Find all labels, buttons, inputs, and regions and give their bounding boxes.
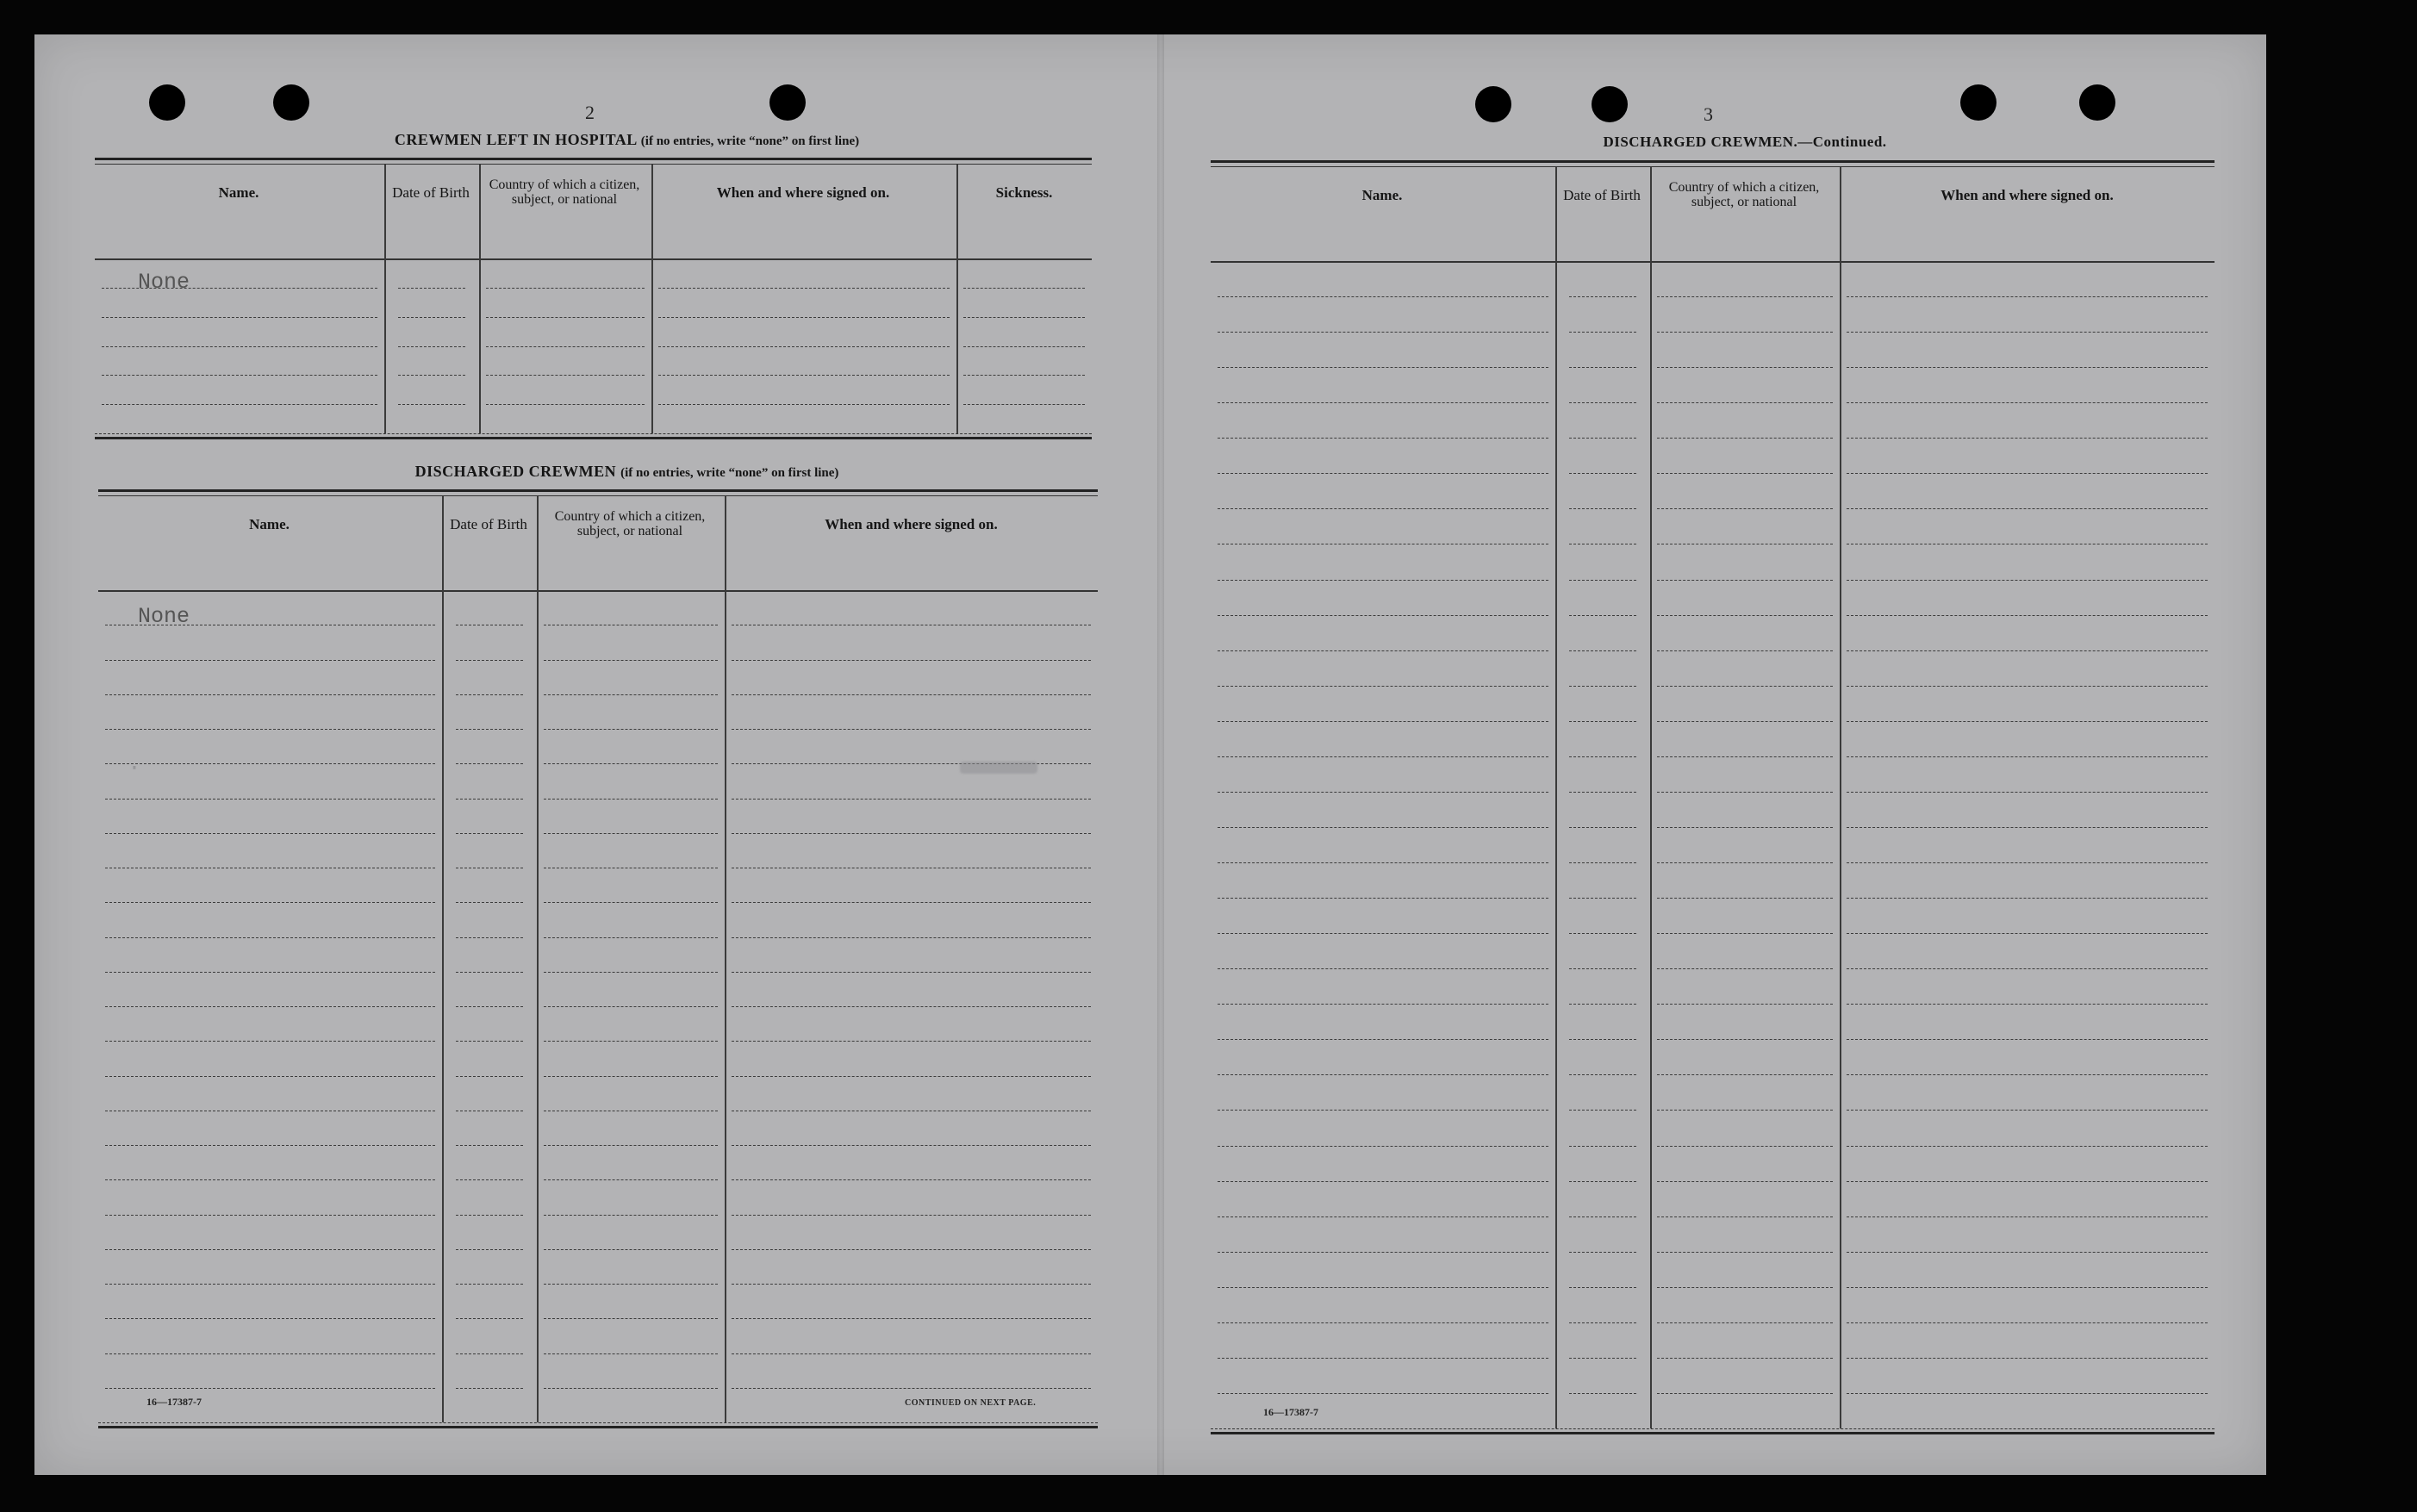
ruled-line: [1657, 968, 1833, 969]
ruled-line: [963, 288, 1085, 289]
ruled-line: [1218, 862, 1548, 863]
ruled-line: [456, 1353, 523, 1354]
ruled-line: [544, 1076, 718, 1077]
column-separator: [537, 496, 539, 1422]
ruled-line: [732, 1076, 1091, 1077]
ruled-line: [1847, 686, 2208, 687]
table-bottom-rule: [95, 433, 1092, 439]
ruled-line: [544, 729, 718, 730]
ruled-line: [1218, 756, 1548, 757]
ruled-line: [456, 799, 523, 800]
ruled-line: [456, 1041, 523, 1042]
ruled-line: [456, 1388, 523, 1389]
punch-hole: [769, 84, 806, 121]
ruled-line: [732, 1145, 1091, 1146]
ruled-line: [1569, 933, 1636, 934]
ruled-line: [105, 1179, 435, 1180]
header-name: Name.: [249, 515, 290, 532]
ruled-line: [456, 1076, 523, 1077]
ruled-line: [105, 937, 435, 938]
hospital-title-instruction: (if no entries, write “none” on first line): [640, 134, 860, 148]
ruled-line: [1657, 1216, 1833, 1217]
ruled-line: [1218, 1393, 1548, 1394]
ruled-line: [105, 660, 435, 661]
ruled-line: [456, 1318, 523, 1319]
ruled-line: [1218, 580, 1548, 581]
ruled-line: [1218, 1039, 1548, 1040]
faint-stamp-mark: ∙: [128, 755, 141, 781]
ruled-line: [544, 799, 718, 800]
ruled-line: [963, 404, 1085, 405]
ruled-line: [1657, 402, 1833, 403]
header-date-of-birth: Date of Birth: [1563, 186, 1641, 203]
header-signed-on: When and where signed on.: [825, 515, 998, 532]
ruled-line: [1657, 1358, 1833, 1359]
punch-hole: [1475, 86, 1511, 122]
ruled-line: [1847, 473, 2208, 474]
header-name: Name.: [1361, 186, 1403, 203]
column-separator: [1840, 167, 1841, 1428]
ruled-line: [105, 833, 435, 834]
ruled-line: [1657, 1252, 1833, 1253]
ruled-line: [1657, 650, 1833, 651]
ruled-line: [456, 763, 523, 764]
discharged-table-right: [1211, 160, 2215, 1440]
header-sickness: Sickness.: [995, 184, 1053, 201]
ruled-line: [105, 1388, 435, 1389]
table-top-rule: [98, 489, 1098, 496]
ruled-line: [486, 404, 645, 405]
ruled-line: [1218, 721, 1548, 722]
ruled-line: [732, 1284, 1091, 1285]
ruled-line: [398, 404, 465, 405]
ruled-line: [1657, 792, 1833, 793]
ruled-line: [456, 1284, 523, 1285]
ruled-line: [544, 763, 718, 764]
ruled-line: [544, 833, 718, 834]
ruled-line: [1847, 1322, 2208, 1323]
ruled-line: [1847, 650, 2208, 651]
ruled-line: [1847, 968, 2208, 969]
ruled-line: [456, 1145, 523, 1146]
ruled-line: [1657, 438, 1833, 439]
discharged-table-left: [98, 489, 1098, 1433]
ruled-line: [963, 375, 1085, 376]
ruled-line: [398, 346, 465, 347]
ruled-line: [1218, 296, 1548, 297]
discharged-continued-title: DISCHARGED CREWMEN.—Continued.: [1603, 134, 1887, 150]
hospital-section-title: [129, 131, 1124, 149]
ruled-line: [1218, 933, 1548, 934]
ruled-line: [456, 660, 523, 661]
ruled-line: [486, 317, 645, 318]
ruled-line: [1569, 1181, 1636, 1182]
punch-hole: [273, 84, 309, 121]
ruled-line: [1569, 1074, 1636, 1075]
ruled-line: [1847, 1216, 2208, 1217]
ruled-line: [456, 972, 523, 973]
ruled-line: [1657, 721, 1833, 722]
ruled-line: [1569, 721, 1636, 722]
ruled-line: [1218, 508, 1548, 509]
ruled-line: [1847, 1393, 2208, 1394]
ruled-line: [1657, 933, 1833, 934]
ruled-line: [732, 902, 1091, 903]
ruled-line: [1569, 1146, 1636, 1147]
header-signed-on: When and where signed on.: [1940, 186, 2114, 203]
ruled-line: [1569, 1252, 1636, 1253]
ruled-line: [732, 972, 1091, 973]
hospital-table: [95, 158, 1092, 442]
ruled-line: [1657, 1181, 1833, 1182]
ruled-line: [1218, 615, 1548, 616]
ruled-line: [1218, 1074, 1548, 1075]
ruled-line: [1569, 402, 1636, 403]
ruled-line: [105, 1249, 435, 1250]
ruled-line: [456, 1006, 523, 1007]
ruled-line: [1569, 686, 1636, 687]
ruled-line: [105, 1145, 435, 1146]
ruled-line: [105, 1353, 435, 1354]
ruled-line: [1569, 1004, 1636, 1005]
ruled-line: [732, 694, 1091, 695]
header-signed-on: When and where signed on.: [716, 184, 890, 201]
form-code-right: 16—17387-7: [1263, 1406, 1318, 1418]
ink-smudge: [960, 762, 1037, 774]
ruled-line: [456, 833, 523, 834]
ruled-line: [1569, 1393, 1636, 1394]
discharged-section-title: [129, 463, 1124, 481]
ruled-line: [1569, 508, 1636, 509]
ruled-line: [544, 1284, 718, 1285]
ruled-line: [1847, 792, 2208, 793]
ruled-line: [1218, 1287, 1548, 1288]
ruled-line: [1569, 1216, 1636, 1217]
ruled-line: [1218, 1322, 1548, 1323]
ruled-line: [105, 729, 435, 730]
ruled-line: [105, 1318, 435, 1319]
ruled-line: [1657, 367, 1833, 368]
ruled-line: [732, 1318, 1091, 1319]
ruled-line: [1847, 615, 2208, 616]
ruled-line: [1218, 367, 1548, 368]
ruled-line: [1569, 792, 1636, 793]
header-date-of-birth: Date of Birth: [392, 184, 470, 201]
ruled-line: [544, 1006, 718, 1007]
ruled-line: [1847, 332, 2208, 333]
ruled-line: [398, 288, 465, 289]
ruled-line: [1218, 402, 1548, 403]
ruled-line: [544, 1353, 718, 1354]
ruled-line: [732, 937, 1091, 938]
ruled-line: [544, 1318, 718, 1319]
ruled-line: [1569, 332, 1636, 333]
ruled-line: [1847, 1074, 2208, 1075]
ruled-line: [398, 317, 465, 318]
ruled-line: [102, 404, 377, 405]
ruled-line: [1847, 1358, 2208, 1359]
punch-hole: [2079, 84, 2115, 121]
ruled-line: [1657, 580, 1833, 581]
ruled-line: [456, 1215, 523, 1216]
ruled-line: [1657, 296, 1833, 297]
ruled-line: [1847, 1287, 2208, 1288]
ruled-line: [732, 1179, 1091, 1180]
ruled-line: [1218, 827, 1548, 828]
ruled-line: [732, 799, 1091, 800]
ruled-line: [1847, 367, 2208, 368]
ruled-line: [544, 694, 718, 695]
ruled-line: [1847, 1146, 2208, 1147]
ruled-line: [105, 1076, 435, 1077]
ruled-line: [1657, 1393, 1833, 1394]
ruled-line: [105, 694, 435, 695]
column-separator: [384, 165, 386, 433]
header-bottom-rule: [1211, 261, 2215, 263]
ruled-line: [732, 1006, 1091, 1007]
ruled-line: [544, 1145, 718, 1146]
table-top-rule: [1211, 160, 2215, 167]
ruled-line: [1569, 1322, 1636, 1323]
ruled-line: [456, 937, 523, 938]
column-separator: [651, 165, 653, 433]
ruled-line: [1847, 1039, 2208, 1040]
ruled-line: [732, 729, 1091, 730]
ruled-line: [102, 375, 377, 376]
ruled-line: [658, 346, 950, 347]
page-number-right: 3: [1704, 103, 1713, 125]
ruled-line: [1569, 756, 1636, 757]
ruled-line: [105, 902, 435, 903]
ruled-line: [1569, 650, 1636, 651]
ruled-line: [732, 1215, 1091, 1216]
ruled-line: [105, 1215, 435, 1216]
header-bottom-rule: [98, 590, 1098, 592]
header-country: Country of which a citizen, subject, or national: [554, 509, 706, 538]
ruled-line: [486, 288, 645, 289]
ruled-line: [1569, 473, 1636, 474]
ruled-line: [1657, 1146, 1833, 1147]
ruled-line: [1218, 1216, 1548, 1217]
ruled-line: [1847, 580, 2208, 581]
ruled-line: [456, 694, 523, 695]
ruled-line: [1569, 862, 1636, 863]
column-separator: [956, 165, 958, 433]
ruled-line: [1218, 1110, 1548, 1111]
ruled-line: [1657, 508, 1833, 509]
ruled-line: [1569, 1358, 1636, 1359]
ruled-line: [658, 317, 950, 318]
ruled-line: [1847, 827, 2208, 828]
ruled-line: [105, 1041, 435, 1042]
ruled-line: [1657, 1287, 1833, 1288]
ruled-line: [544, 1388, 718, 1389]
ruled-line: [1847, 1181, 2208, 1182]
ruled-line: [456, 1179, 523, 1180]
discharged-title-text: DISCHARGED CREWMEN: [414, 463, 617, 480]
ruled-line: [1657, 1110, 1833, 1111]
continued-note: CONTINUED ON NEXT PAGE.: [905, 1398, 1037, 1408]
header-country: Country of which a citizen, subject, or national: [489, 177, 640, 207]
ruled-line: [1657, 332, 1833, 333]
ruled-line: [1569, 296, 1636, 297]
ruled-line: [963, 317, 1085, 318]
ruled-line: [1569, 580, 1636, 581]
ruled-line: [456, 1249, 523, 1250]
ruled-line: [658, 404, 950, 405]
column-separator: [442, 496, 444, 1422]
ruled-line: [486, 346, 645, 347]
ruled-line: [732, 660, 1091, 661]
punch-hole: [1592, 86, 1628, 122]
ruled-line: [1657, 1074, 1833, 1075]
ruled-line: [1847, 438, 2208, 439]
table-bottom-rule: [98, 1422, 1098, 1428]
ruled-line: [1218, 1181, 1548, 1182]
ruled-line: [1847, 756, 2208, 757]
header-name: Name.: [218, 184, 259, 201]
ruled-line: [1569, 367, 1636, 368]
ruled-line: [1847, 721, 2208, 722]
discharged-title-instruction: (if no entries, write “none” on first line): [620, 466, 839, 480]
column-separator: [1555, 167, 1557, 1428]
ruled-line: [658, 375, 950, 376]
punch-hole: [1960, 84, 1997, 121]
ruled-line: [1218, 1146, 1548, 1147]
ruled-line: [1847, 508, 2208, 509]
ruled-line: [1657, 1039, 1833, 1040]
table-bottom-rule: [1211, 1428, 2215, 1434]
ruled-line: [1218, 438, 1548, 439]
page-fold: [1157, 34, 1164, 1475]
ruled-line: [1847, 1004, 2208, 1005]
ruled-line: [1657, 686, 1833, 687]
column-separator: [479, 165, 481, 433]
ruled-line: [1218, 332, 1548, 333]
ruled-line: [1569, 1287, 1636, 1288]
ruled-line: [456, 729, 523, 730]
form-code-left: 16—17387-7: [146, 1396, 202, 1408]
header-country: Country of which a citizen, subject, or national: [1668, 180, 1820, 209]
ruled-line: [732, 1041, 1091, 1042]
ruled-line: [102, 346, 377, 347]
ruled-line: [1569, 898, 1636, 899]
ruled-line: [1847, 1110, 2208, 1111]
ruled-line: [1569, 615, 1636, 616]
ruled-line: [1218, 473, 1548, 474]
ruled-line: [1847, 898, 2208, 899]
ruled-line: [544, 937, 718, 938]
ruled-line: [544, 1249, 718, 1250]
ruled-line: [544, 1041, 718, 1042]
ruled-line: [1569, 827, 1636, 828]
ruled-line: [105, 1284, 435, 1285]
ruled-line: [732, 1249, 1091, 1250]
ruled-line: [1847, 862, 2208, 863]
ruled-line: [544, 972, 718, 973]
document-scan: [34, 34, 2266, 1475]
ruled-line: [1218, 686, 1548, 687]
ruled-line: [544, 660, 718, 661]
hospital-title-text: CREWMEN LEFT IN HOSPITAL: [394, 131, 637, 148]
ruled-line: [1657, 827, 1833, 828]
ruled-line: [1657, 1322, 1833, 1323]
ruled-line: [1569, 1039, 1636, 1040]
ruled-line: [456, 902, 523, 903]
column-separator: [725, 496, 726, 1422]
ruled-line: [732, 833, 1091, 834]
ruled-line: [1657, 898, 1833, 899]
ruled-line: [105, 763, 435, 764]
ruled-line: [1847, 402, 2208, 403]
ruled-line: [1847, 296, 2208, 297]
ruled-line: [1218, 898, 1548, 899]
ruled-line: [544, 1179, 718, 1180]
column-separator: [1650, 167, 1652, 1428]
ruled-line: [1218, 650, 1548, 651]
ruled-line: [658, 288, 950, 289]
ruled-line: [1657, 473, 1833, 474]
ruled-line: [1847, 1252, 2208, 1253]
ruled-line: [1657, 1004, 1833, 1005]
ruled-line: [1569, 1110, 1636, 1111]
header-bottom-rule: [95, 258, 1092, 260]
ruled-line: [1218, 1004, 1548, 1005]
ruled-line: [486, 375, 645, 376]
ruled-line: [732, 1388, 1091, 1389]
ruled-line: [398, 375, 465, 376]
ruled-line: [1218, 792, 1548, 793]
ruled-line: [105, 799, 435, 800]
ruled-line: [732, 1353, 1091, 1354]
ruled-line: [1657, 756, 1833, 757]
table-top-rule: [95, 158, 1092, 165]
page-number-left: 2: [585, 102, 595, 123]
punch-hole: [149, 84, 185, 121]
ruled-line: [1569, 968, 1636, 969]
ruled-line: [1847, 933, 2208, 934]
ruled-line: [1218, 1252, 1548, 1253]
ruled-line: [105, 972, 435, 973]
ruled-line: [102, 317, 377, 318]
ruled-line: [544, 902, 718, 903]
typed-entry-none: None: [138, 604, 190, 629]
ruled-line: [963, 346, 1085, 347]
typed-entry-none: None: [138, 270, 190, 295]
ruled-line: [1218, 1358, 1548, 1359]
ruled-line: [1569, 438, 1636, 439]
ruled-line: [105, 1006, 435, 1007]
header-date-of-birth: Date of Birth: [450, 515, 527, 532]
ruled-line: [1657, 862, 1833, 863]
ruled-line: [1218, 968, 1548, 969]
ruled-line: [1657, 615, 1833, 616]
ruled-line: [544, 1215, 718, 1216]
